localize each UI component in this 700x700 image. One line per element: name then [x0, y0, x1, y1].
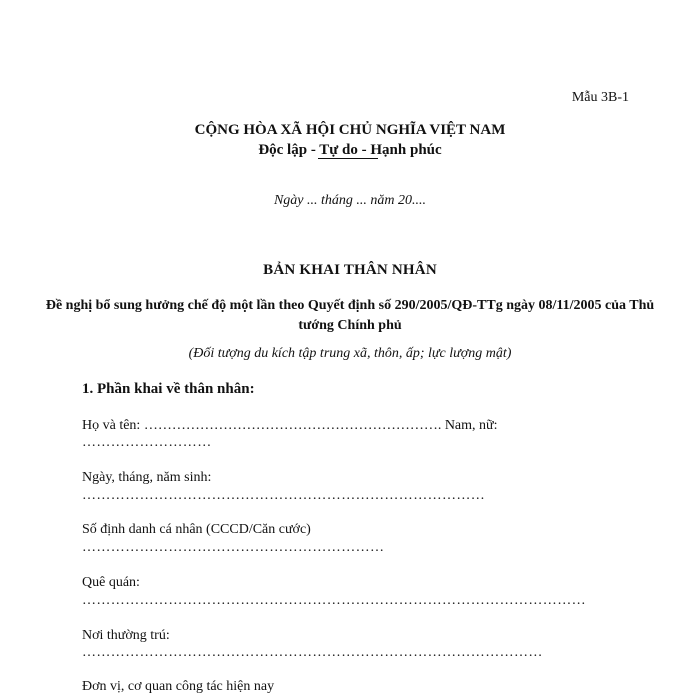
- document-subtitle: Đề nghị bổ sung hưởng chế độ một lần theo Quyết định số 290/2005/QĐ-TTg ngày 08/11/2005 của Thủ tướng Chính phủ: [45, 298, 655, 333]
- motto-divider: [318, 158, 378, 159]
- nation-heading: CỘNG HÒA XÃ HỘI CHỦ NGHĨA VIỆT NAM: [194, 122, 506, 138]
- section-heading: 1. Phần khai về thân nhân:: [82, 381, 255, 397]
- document-title: BẢN KHAI THÂN NHÂN: [263, 262, 437, 278]
- form-code: Mẫu 3B-1: [571, 90, 629, 105]
- residence-field-label: Nơi thường trú:: [82, 628, 170, 643]
- id-field-label: Số định danh cá nhân (CCCD/Căn cước): [82, 522, 311, 537]
- hometown-field-dots: ……………………………………………………………………………………………: [82, 593, 586, 608]
- workplace-field-label: Đơn vị, cơ quan công tác hiện nay: [82, 679, 275, 694]
- residence-field-dots: ……………………………………………………………………………………: [82, 645, 543, 660]
- object-note: (Đối tượng du kích tập trung xã, thôn, ấp; lực lượng mật): [188, 346, 512, 361]
- date-line: Ngày ... tháng ... năm 20....: [273, 193, 427, 208]
- name-field-label: Họ và tên: ………………………………………………………. Nam, nữ:: [82, 418, 498, 433]
- id-field-dots: ………………………………………………………: [82, 540, 385, 555]
- dob-field-label: Ngày, tháng, năm sinh:: [82, 470, 212, 485]
- motto: Độc lập - Tự do - Hạnh phúc: [258, 142, 442, 158]
- name-field-dots: ………………………: [82, 435, 212, 450]
- hometown-field-label: Quê quán:: [82, 575, 140, 590]
- dob-field-dots: …………………………………………………………………………: [82, 488, 486, 503]
